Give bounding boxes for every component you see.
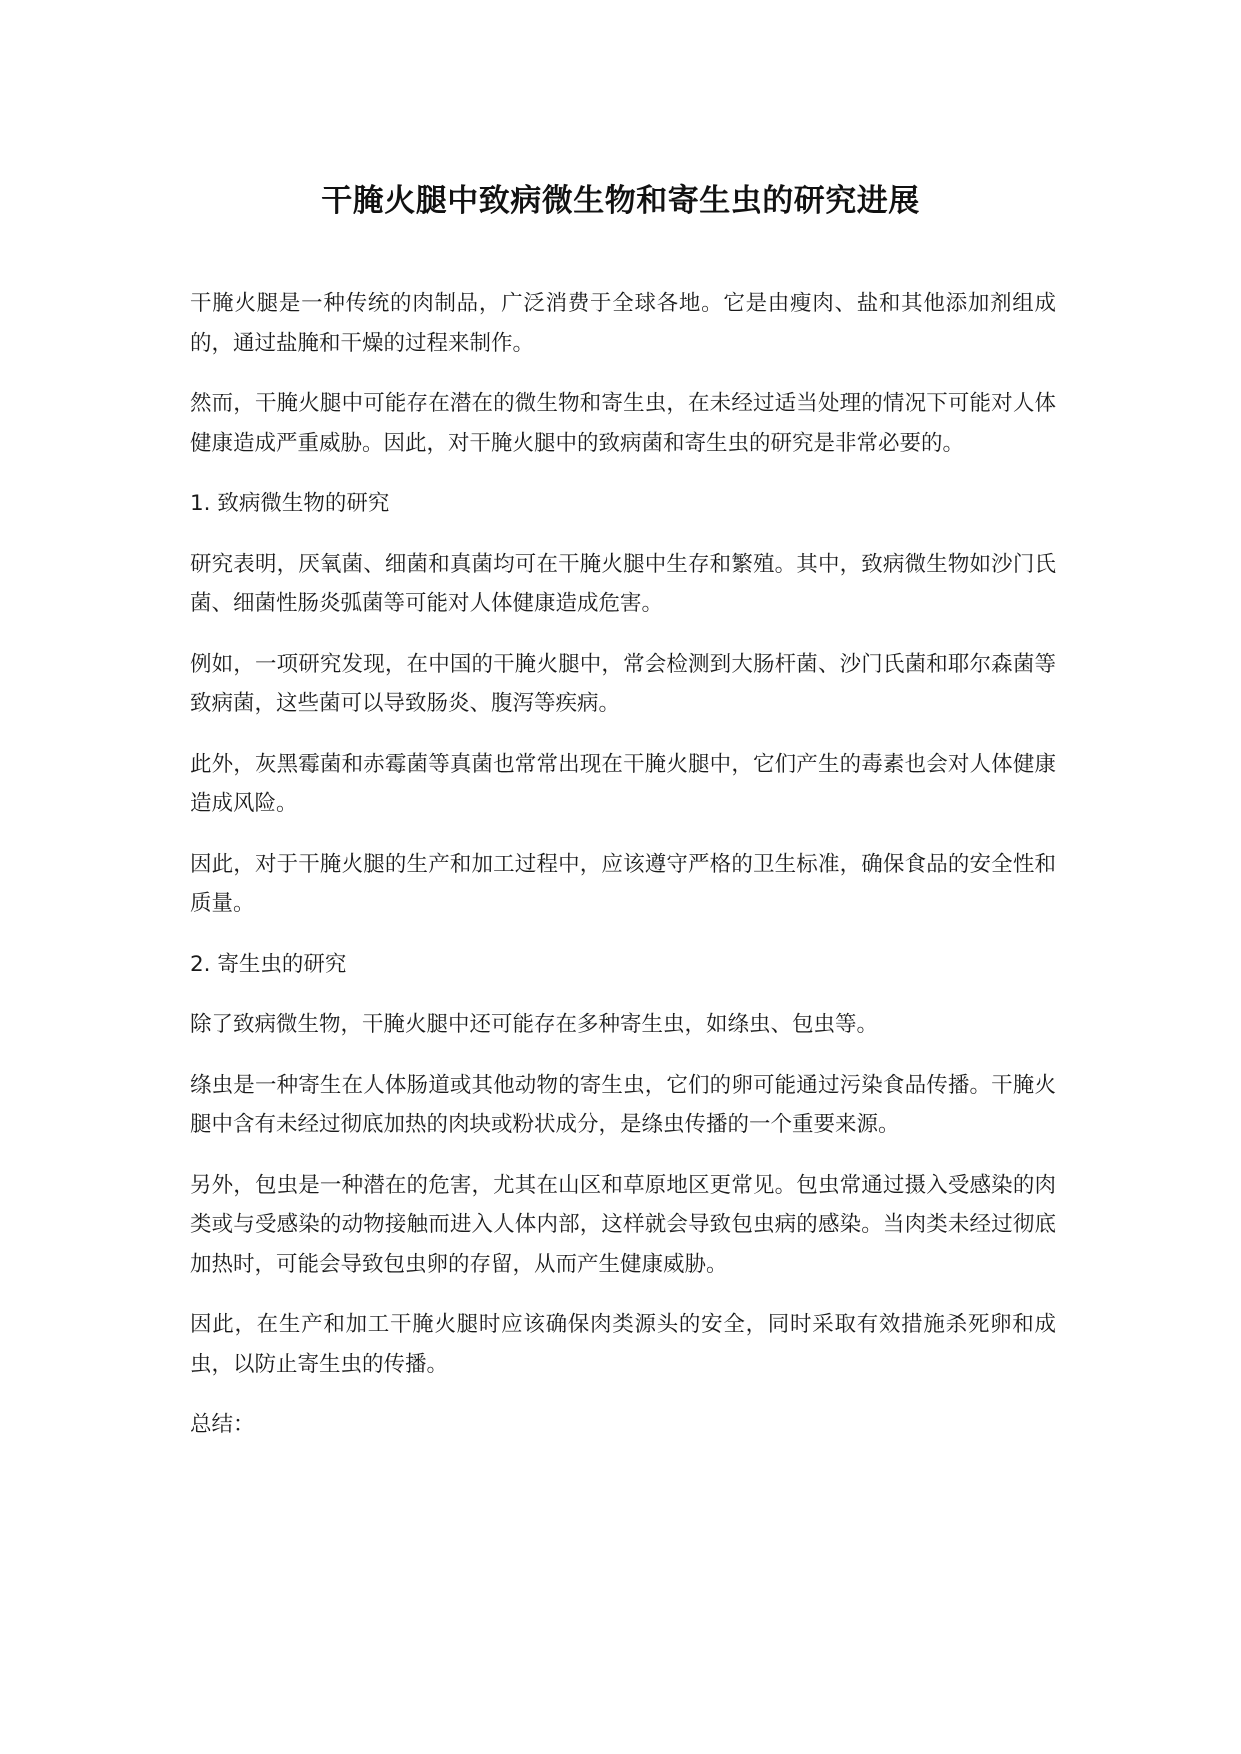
paragraph: 除了致病微生物，干腌火腿中还可能存在多种寄生虫，如绦虫、包虫等。 [190,1012,879,1037]
paragraph: 此外，灰黑霉菌和赤霉菌等真菌也常常出现在干腌火腿中，它们产生的毒素也会对人体健康造成风险。 [190,751,1056,816]
section-heading: 1. 致病微生物的研究 [190,491,390,516]
document-body [190,284,1056,1466]
paragraph: 例如，一项研究发现，在中国的干腌火腿中，常会检测到大肠杆菌、沙门氏菌和耶尔森菌等致病菌，这些菌可以导致肠炎、腹泻等疾病。 [190,651,1056,716]
paragraph: 研究表明，厌氧菌、细菌和真菌均可在干腌火腿中生存和繁殖。其中，致病微生物如沙门氏菌、细菌性肠炎弧菌等可能对人体健康造成危害。 [190,551,1056,616]
paragraph: 干腌火腿是一种传统的肉制品，广泛消费于全球各地。它是由瘦肉、盐和其他添加剂组成的，通过盐腌和干燥的过程来制作。 [190,291,1056,356]
paragraph: 因此，对于干腌火腿的生产和加工过程中，应该遵守严格的卫生标准，确保食品的安全性和质量。 [190,851,1056,916]
section-heading: 2. 寄生虫的研究 [190,951,347,977]
paragraph: 然而，干腌火腿中可能存在潜在的微生物和寄生虫，在未经过适当处理的情况下可能对人体健康造成严重威胁。因此，对干腌火腿中的致病菌和寄生虫的研究是非常必要的。 [190,391,1056,456]
summary-heading: 总结： [190,1412,255,1437]
document-title: 干腌火腿中致病微生物和寄生虫的研究进展 [321,183,920,219]
paragraph: 绦虫是一种寄生在人体肠道或其他动物的寄生虫，它们的卵可能通过污染食品传播。干腌火腿中含有未经过彻底加热的肉块或粉状成分，是绦虫传播的一个重要来源。 [190,1072,1056,1137]
paragraph: 因此，在生产和加工干腌火腿时应该确保肉类源头的安全，同时采取有效措施杀死卵和成虫，以防止寄生虫的传播。 [190,1312,1056,1377]
paragraph: 另外，包虫是一种潜在的危害，尤其在山区和草原地区更常见。包虫常通过摄入受感染的肉类或与受感染的动物接触而进入人体内部，这样就会导致包虫病的感染。当肉类未经过彻底加热时，可能会导致包虫卵的存留，从而产生健康威胁。 [190,1172,1056,1277]
